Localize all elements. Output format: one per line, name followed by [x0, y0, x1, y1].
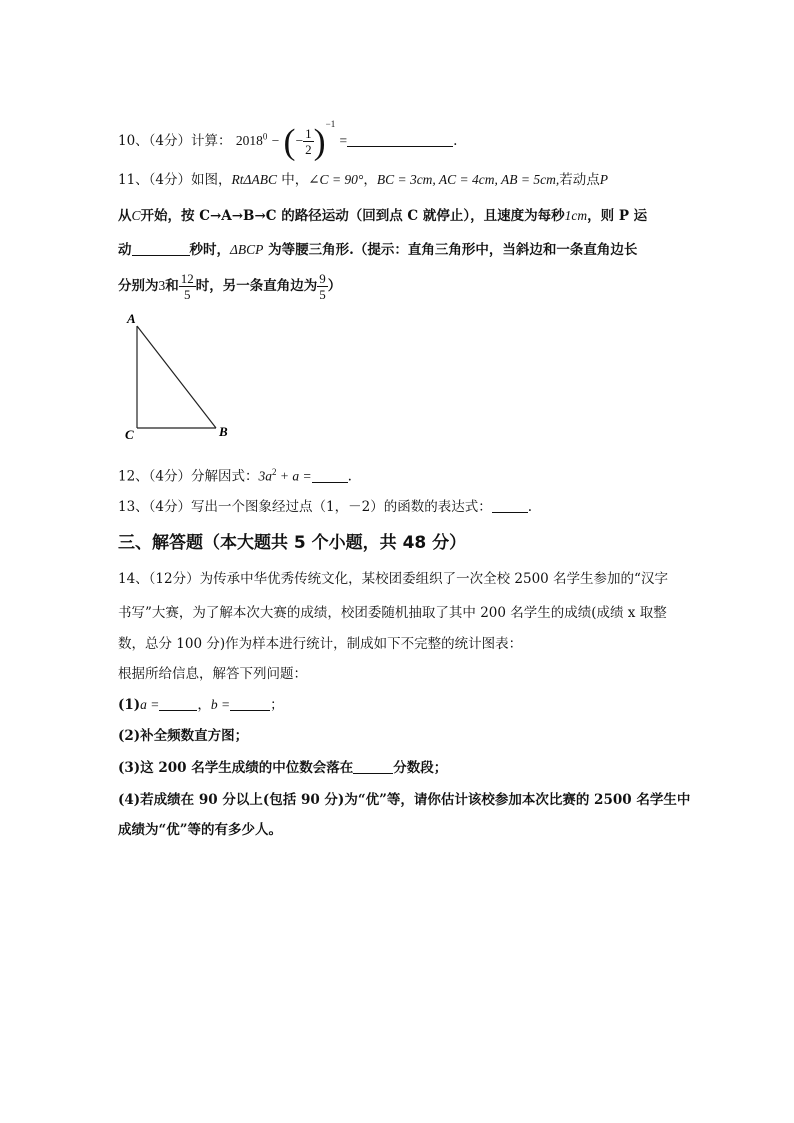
q11-triangle: RtΔABC [231, 172, 277, 187]
question-14-line-1: 14、（12分）为传承中华优秀传统文化，某校团委组织了一次全校 2500 名学生参加的“汉字 [118, 571, 668, 587]
q10-frac-den: 2 [305, 142, 312, 157]
q11-f1-den: 5 [184, 287, 191, 302]
question-13 [118, 497, 532, 517]
q10-exp-neg1: −1 [325, 119, 336, 129]
q11-then-p: ，则 P 运 [587, 208, 648, 224]
q10-inner-minus: − [295, 133, 304, 148]
q11-point-c: C [131, 208, 141, 223]
q11-answer-blank[interactable] [132, 241, 190, 256]
question-14-line-4: 根据所给信息，解答下列问题： [118, 666, 307, 682]
q14-part-4-line-1: (4)若成绩在 90 分以上(包括 90 分)为“优”等，请你估计该校参加本次比赛的 2500 名学生中 [118, 792, 691, 808]
q11-isosceles-text: 为等腰三角形.（提示：直角三角形中，当斜边和一条直角边长 [263, 242, 638, 258]
question-14-line-2: 书写”大赛，为了解本次大赛的成绩，校团委随机抽取了其中 200 名学生的成绩(成绩 x 取整 [118, 605, 667, 621]
q10-answer-blank[interactable] [347, 132, 453, 147]
q11-triangle-bcp: ΔBCP [230, 242, 264, 257]
q11-fraction-12-5 [179, 271, 196, 302]
question-11-line-3 [118, 240, 637, 260]
q10-left-paren: ( [283, 121, 296, 162]
q14-part-1 [118, 695, 284, 715]
q10-base: 2018 [235, 133, 263, 148]
q12-expr-a: 3a [258, 468, 273, 484]
q13-end: . [527, 499, 532, 515]
q10-fraction [303, 126, 314, 157]
q14-p1-sep: ， [197, 697, 211, 713]
q14-part-4-line-2: 成绩为“优”等的有多少人。 [118, 822, 283, 838]
q12-sup: 2 [272, 467, 277, 477]
q14-p1-end: ； [270, 697, 284, 713]
q10-right-paren: ) [313, 121, 326, 162]
side-ab [137, 326, 216, 428]
question-11-line-4 [118, 270, 341, 302]
vertex-label-b: B [219, 424, 228, 439]
q12-answer-blank[interactable] [312, 468, 348, 483]
q11-hint-other-side: 时，另一条直角边为 [195, 278, 318, 294]
q14-p3-end: 分数段； [393, 760, 448, 776]
question-14-line-3: 数，总分 100 分)作为样本进行统计，制成如下不完整的统计图表： [118, 636, 523, 652]
q11-hint-three: 3 [158, 278, 166, 293]
q11-moving-point-text: 若动点 [559, 172, 600, 188]
q12-expr-b: + a = [276, 468, 312, 484]
q14-part-3 [118, 758, 447, 778]
q11-text-zhong: 中， [276, 172, 309, 188]
q11-fraction-9-5 [317, 271, 328, 302]
q13-answer-blank[interactable] [492, 498, 528, 513]
q13-label: 13、（4分）写出一个图象经过点（1，－2）的函数的表达式： [118, 499, 492, 515]
q14-part-2: (2)补全频数直方图； [118, 728, 249, 744]
q14-answer-a-blank[interactable] [159, 696, 197, 711]
question-11-line-2 [118, 206, 647, 226]
section-3-heading: 三、解答题（本大题共 5 个小题，共 48 分） [118, 533, 467, 553]
q11-hint-text: 分别为 [118, 278, 159, 294]
q10-frac-num: 1 [305, 126, 312, 141]
q11-f2-num: 9 [319, 271, 326, 286]
q11-dong: 动 [118, 242, 132, 258]
q11-close-paren: ） [327, 278, 342, 294]
q10-exp0: 0 [262, 131, 268, 142]
question-11-line-1 [118, 170, 608, 190]
q10-equals: = [339, 133, 348, 148]
q10-end: . [453, 133, 458, 149]
q11-from: 从 [118, 208, 132, 224]
q11-label: 11、（4分）如图， [118, 172, 232, 188]
q12-label: 12、（4分）分解因式： [118, 468, 259, 485]
vertex-label-c: C [125, 427, 134, 442]
q11-seconds-text: 秒时， [189, 242, 230, 258]
q11-f1-num: 12 [180, 271, 194, 286]
question-12 [118, 462, 352, 487]
q11-point-p: P [599, 172, 609, 187]
q11-hint-and: 和 [165, 278, 179, 294]
q14-p1-b: b = [210, 697, 231, 712]
q11-comma: ， [363, 172, 377, 188]
q14-answer-b-blank[interactable] [230, 696, 270, 711]
q11-path-text: 开始，按 C→A→B→C 的路径运动（回到点 C 就停止），且速度为每秒 [140, 208, 565, 224]
q11-speed: 1cm [564, 208, 588, 223]
q10-label: 10、（4分）计算： [118, 133, 232, 149]
q12-end: . [347, 468, 352, 485]
vertex-label-a: A [127, 311, 136, 326]
question-10 [118, 114, 457, 160]
triangle-figure [120, 308, 240, 444]
q14-p1-a: a = [140, 697, 160, 712]
q14-p1-num: (1) [118, 697, 141, 713]
q14-answer-median-blank[interactable] [353, 759, 393, 774]
q10-minus: − [271, 133, 280, 148]
q11-angle: ∠C = 90° [308, 172, 364, 187]
q11-f2-den: 5 [319, 287, 326, 302]
q11-sides: BC = 3cm, AC = 4cm, AB = 5cm, [376, 172, 560, 187]
q14-p3-text: (3)这 200 名学生成绩的中位数会落在 [118, 760, 354, 776]
